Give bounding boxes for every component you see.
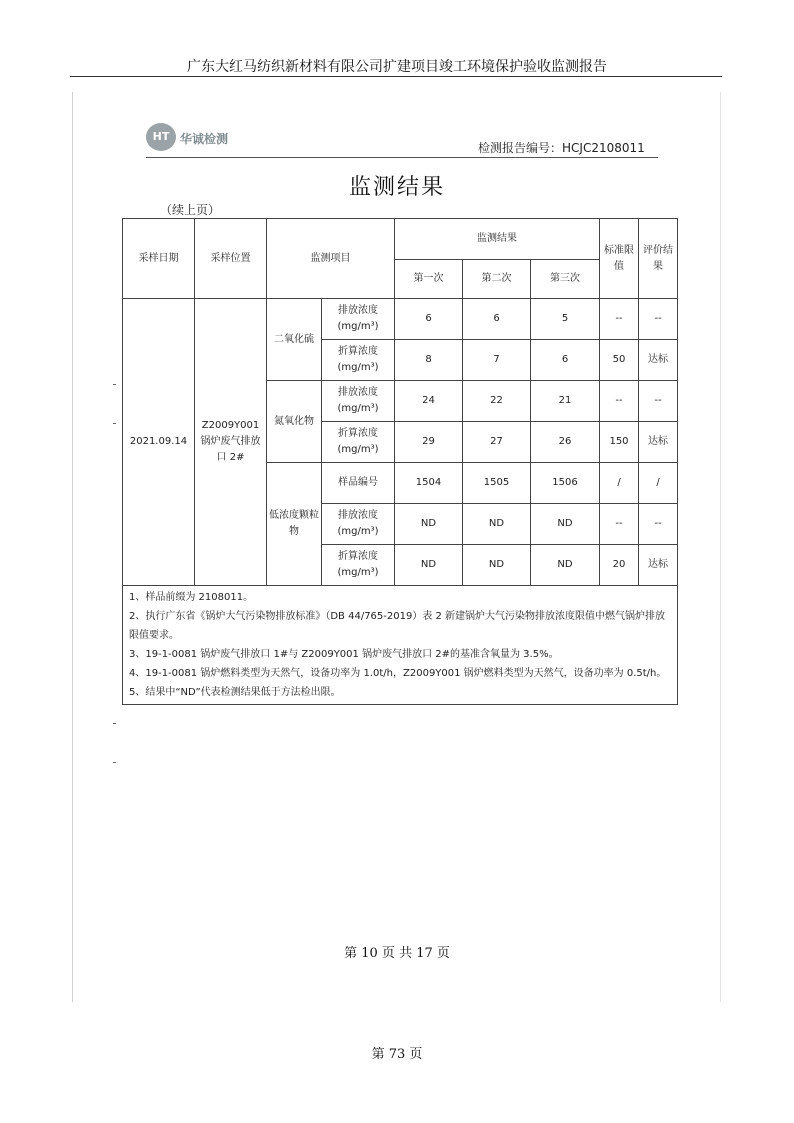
running-header-title: 广东大红马纺织新材料有限公司扩建项目竣工环境保护验收监测报告 [187, 59, 607, 75]
header-second: 第二次 [463, 260, 531, 299]
value-third: 6 [531, 340, 600, 381]
value-evaluation: 达标 [639, 340, 678, 381]
scan-mark [113, 423, 116, 424]
header-limit: 标准限值 [600, 219, 639, 299]
header-date: 采样日期 [123, 219, 195, 299]
results-table [122, 218, 678, 705]
value-third: 21 [531, 381, 600, 422]
param-name: 折算浓度 (mg/m³) [322, 340, 395, 381]
sampling-date: 2021.09.14 [123, 299, 195, 586]
value-second: 7 [463, 340, 531, 381]
report-number: 检测报告编号：HCJC2108011 [478, 141, 645, 155]
header-first: 第一次 [395, 260, 463, 299]
param-name: 排放浓度 (mg/m³) [322, 299, 395, 340]
scan-mark [113, 723, 116, 724]
header-results: 监测结果 [395, 219, 600, 260]
scan-edge-right [720, 92, 721, 1002]
param-name: 折算浓度 (mg/m³) [322, 545, 395, 586]
notes-row [123, 586, 678, 705]
logo-mark: HT [146, 123, 176, 151]
note-line: 4、19-1-0081 锅炉燃料类型为天然气，设备功率为 1.0t/h，Z2009Y001 锅炉燃料类型为天然气，设备功率为 0.5t/h。 [129, 668, 667, 679]
value-third: ND [531, 504, 600, 545]
note-line: 2、执行广东省《锅炉大气污染物排放标准》（DB 44/765-2019）表 2 新建锅炉大气污染物排放浓度限值中燃气锅炉排放限值要求。 [129, 611, 666, 641]
global-page-number: 第 73 页 [371, 1047, 423, 1062]
value-first: 6 [395, 299, 463, 340]
notes-cell [123, 586, 678, 705]
value-second: 6 [463, 299, 531, 340]
value-third: 5 [531, 299, 600, 340]
value-first: 29 [395, 422, 463, 463]
report-page-label: 第 10 页 共 17 页 [344, 946, 450, 961]
header-third: 第三次 [531, 260, 600, 299]
value-limit: -- [600, 299, 639, 340]
pollutant-name: 氮氧化物 [267, 381, 322, 463]
table-row [123, 299, 678, 340]
scan-mark [113, 384, 116, 385]
header-evaluation: 评价结果 [639, 219, 678, 299]
header-item: 监测项目 [267, 219, 395, 299]
value-evaluation: 达标 [639, 545, 678, 586]
value-first: 1504 [395, 463, 463, 504]
value-first: 8 [395, 340, 463, 381]
value-evaluation: / [639, 463, 678, 504]
value-limit: / [600, 463, 639, 504]
value-second: ND [463, 504, 531, 545]
value-limit: 150 [600, 422, 639, 463]
report-number-rule [146, 157, 658, 158]
param-name: 样品编号 [322, 463, 395, 504]
note-line: 3、19-1-0081 锅炉废气排放口 1#与 Z2009Y001 锅炉废气排放口 2#的基准含氧量为 3.5%。 [129, 649, 559, 660]
value-first: ND [395, 504, 463, 545]
value-second: 1505 [463, 463, 531, 504]
value-limit: -- [600, 381, 639, 422]
value-third: 26 [531, 422, 600, 463]
value-first: 24 [395, 381, 463, 422]
value-evaluation: -- [639, 504, 678, 545]
logo-text: 华诚检测 [180, 132, 229, 146]
value-evaluation: -- [639, 299, 678, 340]
header-location: 采样位置 [195, 219, 267, 299]
value-limit: 20 [600, 545, 639, 586]
value-second: 22 [463, 381, 531, 422]
pollutant-name: 二氧化硫 [267, 299, 322, 381]
param-name: 折算浓度 (mg/m³) [322, 422, 395, 463]
value-limit: -- [600, 504, 639, 545]
sampling-location: Z2009Y001锅炉废气排放口 2# [195, 299, 267, 586]
continued-label: （续上页） [160, 203, 221, 217]
value-second: ND [463, 545, 531, 586]
param-name: 排放浓度 (mg/m³) [322, 381, 395, 422]
value-first: ND [395, 545, 463, 586]
note-line: 5、结果中“ND”代表检测结果低于方法检出限。 [129, 687, 341, 698]
value-third: 1506 [531, 463, 600, 504]
document-title: 监测结果 [348, 175, 445, 200]
value-limit: 50 [600, 340, 639, 381]
value-third: ND [531, 545, 600, 586]
header-rule [70, 76, 722, 77]
value-evaluation: 达标 [639, 422, 678, 463]
scan-mark [113, 762, 116, 763]
company-logo [146, 121, 256, 155]
param-name: 排放浓度 (mg/m³) [322, 504, 395, 545]
value-evaluation: -- [639, 381, 678, 422]
note-line: 1、样品前缀为 2108011。 [129, 592, 254, 603]
scan-edge-left [72, 92, 73, 1002]
pollutant-name: 低浓度颗粒物 [267, 463, 322, 586]
value-second: 27 [463, 422, 531, 463]
